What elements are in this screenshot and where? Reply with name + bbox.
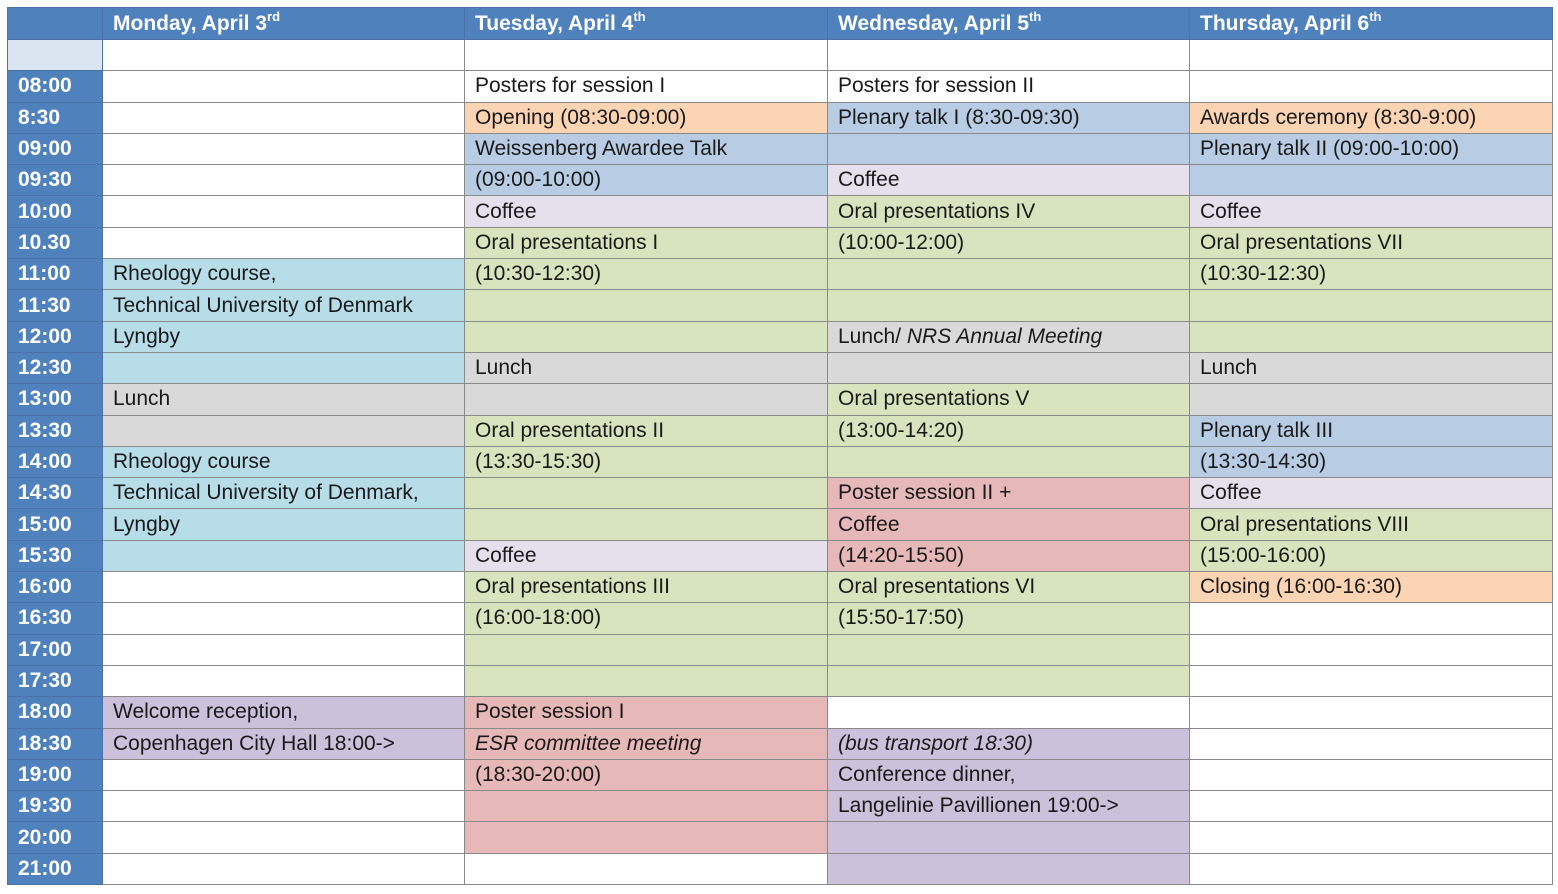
schedule-cell <box>103 634 465 665</box>
time-label: 16:00 <box>8 572 103 603</box>
schedule-cell <box>103 791 465 822</box>
schedule-cell <box>103 40 465 71</box>
event-text: Lunch/ <box>838 324 907 348</box>
schedule-cell <box>828 728 1190 759</box>
event-text: Coffee <box>838 168 900 192</box>
time-slot-row <box>8 822 1553 853</box>
time-label: 17:00 <box>8 634 103 665</box>
event-text: Coffee <box>838 512 900 536</box>
time-label: 09:30 <box>8 165 103 196</box>
schedule-cell <box>465 759 828 790</box>
schedule-cell <box>465 259 828 290</box>
schedule-cell <box>465 572 828 603</box>
schedule-cell <box>103 478 465 509</box>
event-text: Lyngby <box>113 324 180 348</box>
header-day-thursday <box>1190 8 1553 40</box>
time-label: 21:00 <box>8 853 103 884</box>
schedule-cell <box>103 509 465 540</box>
event-text: (18:30-20:00) <box>475 762 602 786</box>
schedule-cell <box>828 697 1190 728</box>
schedule-cell <box>103 446 465 477</box>
time-slot-row <box>8 665 1553 696</box>
schedule-cell <box>828 415 1190 446</box>
time-label: 19:30 <box>8 791 103 822</box>
schedule-cell <box>465 40 828 71</box>
schedule-cell <box>465 384 828 415</box>
schedule-cell <box>103 352 465 383</box>
event-text: (10:00-12:00) <box>838 230 965 254</box>
time-label: 09:00 <box>8 133 103 164</box>
event-text: Copenhagen City Hall 18:00-> <box>113 731 395 755</box>
schedule-cell <box>1190 321 1553 352</box>
schedule-cell <box>828 196 1190 227</box>
time-slot-row <box>8 478 1553 509</box>
event-text: Langelinie Pavillionen 19:00-> <box>838 794 1119 818</box>
event-text: Lunch <box>1200 356 1258 380</box>
time-slot-row <box>8 321 1553 352</box>
event-text: Posters for session II <box>838 74 1035 98</box>
time-label: 11:00 <box>8 259 103 290</box>
event-text: Coffee <box>475 543 537 567</box>
event-text: (09:00-10:00) <box>475 168 602 192</box>
time-slot-row <box>8 728 1553 759</box>
schedule-cell <box>465 165 828 196</box>
schedule-cell <box>465 321 828 352</box>
schedule-cell <box>828 822 1190 853</box>
schedule-cell <box>1190 572 1553 603</box>
schedule-cell <box>828 853 1190 884</box>
time-label: 19:00 <box>8 759 103 790</box>
schedule-cell <box>828 321 1190 352</box>
schedule-cell <box>465 791 828 822</box>
event-text: Closing (16:00-16:30) <box>1200 575 1402 599</box>
event-text: Oral presentations IV <box>838 199 1036 223</box>
schedule-cell <box>465 133 828 164</box>
time-label: 15:00 <box>8 509 103 540</box>
event-text: (15:50-17:50) <box>838 606 965 630</box>
schedule-cell <box>1190 165 1553 196</box>
schedule-cell <box>103 196 465 227</box>
header-day-wednesday <box>828 8 1190 40</box>
schedule-cell <box>1190 791 1553 822</box>
time-slot-row <box>8 133 1553 164</box>
schedule-cell <box>465 478 828 509</box>
event-text: (13:30-15:30) <box>475 450 602 473</box>
event-text: Plenary talk I (8:30-09:30) <box>838 105 1080 129</box>
event-text: Plenary talk III <box>1200 418 1334 442</box>
schedule-header <box>8 8 1553 40</box>
header-day-monday <box>103 8 465 40</box>
event-text: Coffee <box>1200 481 1262 505</box>
time-slot-row <box>8 352 1553 383</box>
schedule-cell <box>828 165 1190 196</box>
time-slot-row <box>8 415 1553 446</box>
schedule-cell <box>103 540 465 571</box>
time-slot-row <box>8 71 1553 102</box>
schedule-cell <box>103 102 465 133</box>
schedule-cell <box>1190 665 1553 696</box>
event-text: Lunch <box>475 356 533 380</box>
time-slot-row <box>8 102 1553 133</box>
time-label: 20:00 <box>8 822 103 853</box>
schedule-cell <box>103 853 465 884</box>
time-slot-row <box>8 165 1553 196</box>
day-label: Monday, April 3 <box>113 11 268 35</box>
schedule-cell <box>103 259 465 290</box>
day-ordinal: th <box>1369 8 1382 24</box>
schedule-cell <box>1190 822 1553 853</box>
schedule-cell <box>103 384 465 415</box>
event-text: Coffee <box>475 199 537 223</box>
schedule-cell <box>1190 196 1553 227</box>
time-slot-row <box>8 634 1553 665</box>
schedule-cell <box>103 227 465 258</box>
schedule-cell <box>1190 227 1553 258</box>
time-label: 13:30 <box>8 415 103 446</box>
schedule-cell <box>828 40 1190 71</box>
schedule-cell <box>465 227 828 258</box>
schedule-cell <box>1190 634 1553 665</box>
event-text: Lunch <box>113 387 171 411</box>
schedule-cell <box>1190 40 1553 71</box>
time-slot-row <box>8 40 1553 71</box>
schedule-body <box>8 40 1553 885</box>
day-label: Thursday, April 6 <box>1200 11 1370 35</box>
time-slot-row <box>8 290 1553 321</box>
schedule-cell <box>103 665 465 696</box>
schedule-cell <box>1190 728 1553 759</box>
time-slot-row <box>8 509 1553 540</box>
schedule-cell <box>465 509 828 540</box>
schedule-cell <box>103 572 465 603</box>
day-ordinal: rd <box>267 8 281 24</box>
time-slot-row <box>8 384 1553 415</box>
schedule-cell <box>828 446 1190 477</box>
schedule-cell <box>103 321 465 352</box>
time-label: 11:30 <box>8 290 103 321</box>
event-text: ESR committee meeting <box>475 731 702 755</box>
schedule-cell <box>103 759 465 790</box>
event-text: Oral presentations II <box>475 418 665 442</box>
event-text: Technical University of Denmark <box>113 293 413 317</box>
event-text: Poster session II + <box>838 481 1012 505</box>
schedule-cell <box>828 290 1190 321</box>
schedule-cell <box>465 415 828 446</box>
time-label: 10:00 <box>8 196 103 227</box>
time-slot-row <box>8 196 1553 227</box>
time-label: 14:00 <box>8 446 103 477</box>
schedule-cell <box>103 71 465 102</box>
time-slot-row <box>8 697 1553 728</box>
schedule-cell <box>1190 71 1553 102</box>
schedule-cell <box>828 791 1190 822</box>
schedule-table <box>7 7 1553 885</box>
schedule-cell <box>828 259 1190 290</box>
time-label <box>8 40 103 71</box>
schedule-cell <box>828 71 1190 102</box>
event-text: (10:30-12:30) <box>475 262 602 286</box>
schedule-cell <box>828 384 1190 415</box>
schedule-cell <box>465 196 828 227</box>
schedule-cell <box>1190 697 1553 728</box>
event-text: Posters for session I <box>475 74 666 98</box>
time-slot-row <box>8 259 1553 290</box>
day-ordinal: th <box>1029 8 1042 24</box>
schedule-cell <box>465 728 828 759</box>
schedule-cell <box>828 102 1190 133</box>
day-ordinal: th <box>633 8 646 24</box>
schedule-cell <box>828 759 1190 790</box>
event-text: Oral presentations VI <box>838 575 1036 599</box>
time-label: 18:30 <box>8 728 103 759</box>
event-text-italic: NRS Annual Meeting <box>906 324 1103 348</box>
event-text: Conference dinner, <box>838 762 1016 786</box>
event-text: (bus transport 18:30) <box>838 731 1033 755</box>
event-text: Lyngby <box>113 512 180 536</box>
schedule-cell <box>1190 478 1553 509</box>
schedule-cell <box>465 822 828 853</box>
schedule-cell <box>828 352 1190 383</box>
schedule-cell <box>465 352 828 383</box>
schedule-cell <box>1190 259 1553 290</box>
schedule-cell <box>828 478 1190 509</box>
time-label: 8:30 <box>8 102 103 133</box>
event-text: Oral presentations I <box>475 230 659 254</box>
schedule-cell <box>1190 603 1553 634</box>
schedule-cell <box>1190 384 1553 415</box>
schedule-cell <box>103 603 465 634</box>
time-label: 12:00 <box>8 321 103 352</box>
schedule-cell <box>828 634 1190 665</box>
header-day-tuesday <box>465 8 828 40</box>
schedule-cell <box>828 227 1190 258</box>
schedule-cell <box>828 603 1190 634</box>
event-text: Oral presentations V <box>838 387 1030 411</box>
time-slot-row <box>8 853 1553 884</box>
schedule-cell <box>465 853 828 884</box>
event-text: Rheology course, <box>113 262 277 286</box>
event-text: Opening (08:30-09:00) <box>475 105 687 129</box>
event-text: Technical University of Denmark, <box>113 481 419 505</box>
schedule-cell <box>465 603 828 634</box>
schedule-cell <box>828 509 1190 540</box>
event-text: Poster session I <box>475 700 625 724</box>
event-text: (13:00-14:20) <box>838 418 965 442</box>
schedule-cell <box>1190 853 1553 884</box>
schedule-cell <box>465 540 828 571</box>
event-text: Rheology course <box>113 450 271 473</box>
time-label: 10.30 <box>8 227 103 258</box>
schedule-cell <box>465 446 828 477</box>
time-label: 15:30 <box>8 540 103 571</box>
time-slot-row <box>8 759 1553 790</box>
time-slot-row <box>8 572 1553 603</box>
time-label: 18:00 <box>8 697 103 728</box>
event-text: Oral presentations VII <box>1200 230 1404 254</box>
time-slot-row <box>8 603 1553 634</box>
schedule-cell <box>103 697 465 728</box>
schedule-cell <box>103 415 465 446</box>
day-label: Tuesday, April 4 <box>475 11 634 35</box>
schedule-cell <box>465 290 828 321</box>
schedule-cell <box>103 165 465 196</box>
time-slot-row <box>8 791 1553 822</box>
event-text: Oral presentations VIII <box>1200 512 1409 536</box>
event-text: (10:30-12:30) <box>1200 262 1327 286</box>
event-text: Oral presentations III <box>475 575 670 599</box>
schedule-cell <box>465 102 828 133</box>
schedule-cell <box>465 665 828 696</box>
time-slot-row <box>8 540 1553 571</box>
time-label: 13:00 <box>8 384 103 415</box>
schedule-cell <box>1190 352 1553 383</box>
schedule-cell <box>103 728 465 759</box>
schedule-cell <box>828 572 1190 603</box>
schedule-cell <box>1190 446 1553 477</box>
schedule-cell <box>828 540 1190 571</box>
schedule-cell <box>1190 540 1553 571</box>
event-text: Awards ceremony (8:30-9:00) <box>1200 105 1477 129</box>
event-text: (14:20-15:50) <box>838 543 965 567</box>
schedule-cell <box>1190 509 1553 540</box>
header-corner <box>8 8 103 40</box>
event-text: Coffee <box>1200 199 1262 223</box>
time-label: 08:00 <box>8 71 103 102</box>
header-row <box>8 8 1553 40</box>
event-text: (13:30-14:30) <box>1200 450 1327 473</box>
time-label: 16:30 <box>8 603 103 634</box>
time-label: 12:30 <box>8 352 103 383</box>
schedule-cell <box>828 133 1190 164</box>
event-text: (15:00-16:00) <box>1200 543 1327 567</box>
event-text: Plenary talk II (09:00-10:00) <box>1200 137 1460 161</box>
schedule-cell <box>103 822 465 853</box>
time-label: 14:30 <box>8 478 103 509</box>
schedule-cell <box>828 665 1190 696</box>
schedule-cell <box>1190 415 1553 446</box>
time-slot-row <box>8 446 1553 477</box>
time-label: 17:30 <box>8 665 103 696</box>
time-slot-row <box>8 227 1553 258</box>
schedule-cell <box>1190 133 1553 164</box>
schedule-cell <box>1190 102 1553 133</box>
event-text: (16:00-18:00) <box>475 606 602 630</box>
schedule-cell <box>465 697 828 728</box>
schedule-cell <box>465 71 828 102</box>
event-text: Welcome reception, <box>113 700 299 724</box>
event-text: Weissenberg Awardee Talk <box>475 137 728 161</box>
schedule-cell <box>465 634 828 665</box>
day-label: Wednesday, April 5 <box>838 11 1029 35</box>
schedule-cell <box>1190 290 1553 321</box>
schedule-cell <box>1190 759 1553 790</box>
schedule-cell <box>103 290 465 321</box>
schedule-cell <box>103 133 465 164</box>
